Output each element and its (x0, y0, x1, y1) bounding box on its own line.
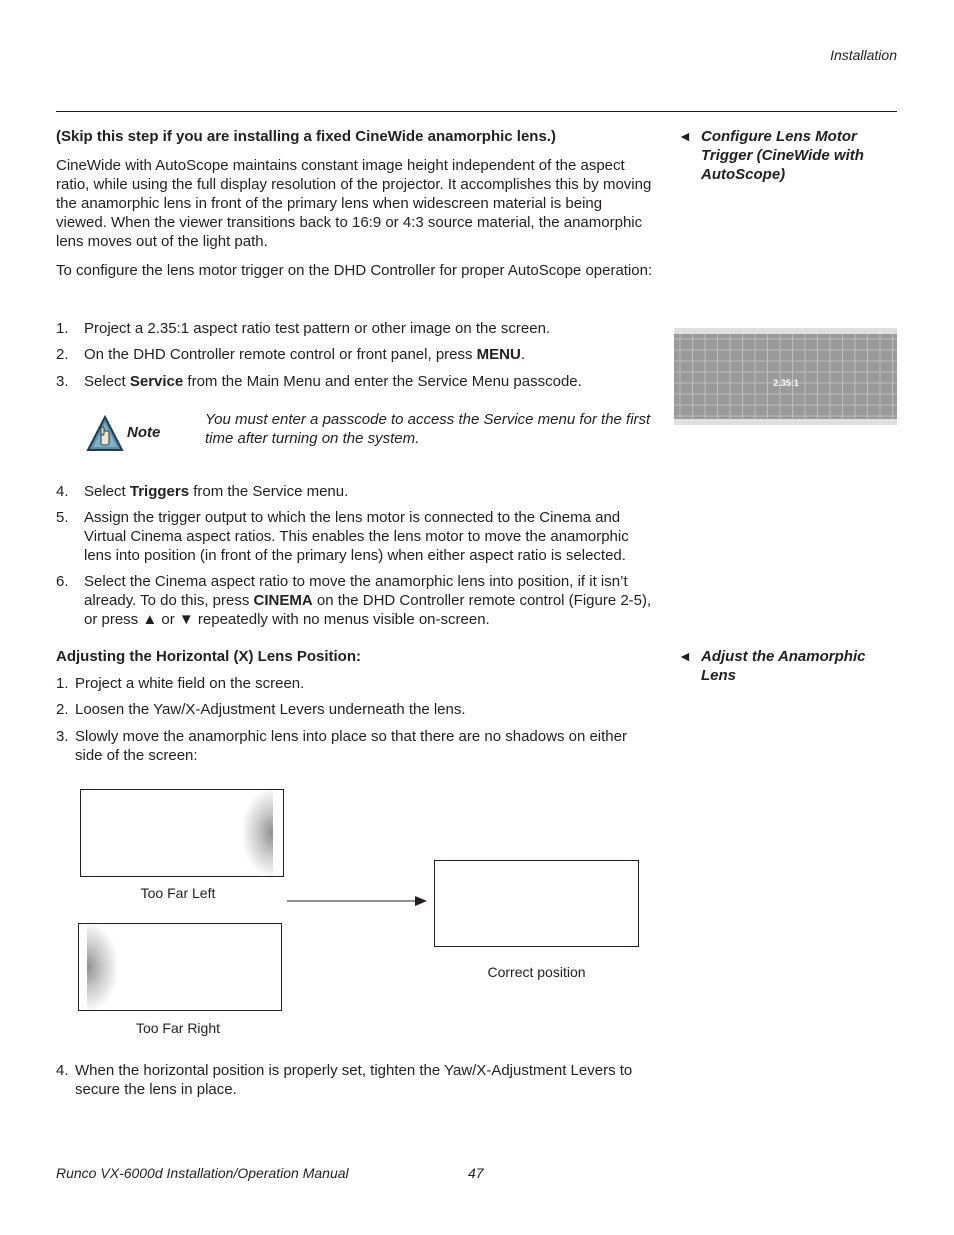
too-far-right-screen (78, 923, 282, 1011)
step-number: 1. (56, 320, 69, 337)
step-text-part: . (520, 346, 526, 363)
test-pattern-label: 2.35:1 (773, 378, 799, 388)
list-item (56, 372, 656, 391)
step-text: Project a white field on the screen. (75, 675, 305, 692)
side-heading-line: Lens (701, 667, 737, 684)
shadow-right (243, 790, 273, 876)
intro-paragraph-2: To configure the lens motor trigger on the DHD Controller for proper AutoScope operation: (56, 262, 653, 279)
list-item (56, 482, 656, 501)
intro-paragraph-1: CineWide with AutoScope maintains constant image height independent of the aspect ratio, while using the full display resolution of the projector. It accomplishes this by moving the anamorphic lens in front of the primary lens when widescreen material is being viewed. When the viewer transitions back to 16:9 or 4:3 source material, the anamorphic lens moves out of the light path. (56, 157, 652, 250)
skip-note: (Skip this step if you are installing a fixed CineWide anamorphic lens.) (56, 128, 556, 145)
list-item (56, 319, 656, 338)
step-text (84, 572, 654, 629)
correct-position-caption: Correct position (487, 964, 586, 980)
step-text-bold: MENU (476, 346, 521, 363)
test-pattern-image (674, 328, 897, 425)
test-pattern-svg (674, 328, 897, 425)
list-item (56, 345, 656, 364)
test-pattern-field (674, 334, 897, 419)
step-text-part: from the Main Menu and enter the Service Menu passcode. (183, 373, 582, 390)
too-far-left-caption: Too Far Left (140, 885, 216, 901)
arrow-marker-icon: ◄ (678, 648, 692, 664)
step-text-part: Select (84, 483, 130, 500)
step-text: When the horizontal position is properly set, tighten the Yaw/X-Adjustment Levers to secure the lens in place. (75, 1062, 633, 1098)
arrow-marker-icon: ◄ (678, 128, 692, 144)
side-heading-adjust (678, 647, 898, 685)
step-text: Loosen the Yaw/X-Adjustment Levers underneath the lens. (75, 701, 466, 718)
step-number: 1. (56, 675, 69, 692)
note-warning-icon (86, 415, 124, 453)
list-item (56, 508, 656, 565)
step-number: 2. (56, 346, 69, 363)
adjust-final-step (56, 1061, 656, 1099)
step-text-part: On the DHD Controller remote control or front panel, press (84, 346, 477, 363)
footer-page-number: 47 (468, 1165, 484, 1181)
step-number: 6. (56, 573, 69, 590)
too-far-right-caption: Too Far Right (135, 1020, 221, 1036)
list-item (56, 572, 656, 629)
side-heading-line: AutoScope) (701, 166, 786, 183)
step-number: 4. (56, 483, 69, 500)
step-text (84, 372, 656, 391)
step-text (84, 482, 656, 501)
note-text: You must enter a passcode to access the Service menu for the first time after turning on the system. (205, 411, 651, 447)
step-text-part: Select (84, 373, 130, 390)
correct-position-screen (434, 860, 639, 947)
arrow-right-icon (287, 893, 427, 909)
step-number: 5. (56, 509, 69, 526)
step-text-part: on the DHD Controller remote control (Figure 2-5), or press ▲ or ▼ repeatedly with no menus visible on-screen. (84, 592, 652, 628)
step-text-part: Select the Cinema aspect ratio to move the anamorphic lens into position, if it isn’t already. To do this, press (84, 573, 628, 609)
steps-list-a (56, 319, 656, 399)
too-far-left-screen (80, 789, 284, 877)
note-label: Note (127, 424, 161, 441)
running-header: Installation (830, 47, 897, 63)
step-number: 3. (56, 728, 69, 745)
step-text-part: Project a 2.35:1 aspect ratio test pattern or other image on the screen. (84, 320, 551, 337)
steps-list-b (56, 482, 656, 632)
adjust-heading: Adjusting the Horizontal (X) Lens Position: (56, 648, 361, 665)
step-number: 2. (56, 701, 69, 718)
step-text (84, 345, 656, 364)
side-heading-line: Configure Lens Motor (701, 128, 857, 145)
step-text (84, 319, 656, 338)
step-text: Assign the trigger output to which the lens motor is connected to the Cinema and Virtual Cinema aspect ratios. This enables the lens motor to move the anamorphic lens into position (in front of the primary lens) when either aspect ratio is selected. (84, 509, 629, 564)
side-heading-configure (678, 127, 898, 184)
step-text-part: from the Service menu. (189, 483, 349, 500)
list-item (56, 1061, 656, 1099)
header-rule (56, 111, 897, 112)
side-heading-line: Adjust the Anamorphic (701, 648, 866, 665)
step-text-bold: CINEMA (253, 592, 313, 609)
list-item (56, 700, 656, 719)
adjust-steps-list (56, 674, 656, 774)
shadow-left (87, 924, 117, 1010)
step-text: Slowly move the anamorphic lens into place so that there are no shadows on either side of the screen: (75, 728, 627, 764)
step-number: 4. (56, 1062, 69, 1079)
list-item (56, 674, 656, 693)
step-text-bold: Service (129, 373, 184, 390)
footer-manual-title: Runco VX-6000d Installation/Operation Manual (56, 1165, 349, 1181)
step-text-bold: Triggers (129, 483, 190, 500)
side-heading-line: Trigger (CineWide with (701, 147, 864, 164)
step-number: 3. (56, 373, 69, 390)
list-item (56, 727, 656, 765)
